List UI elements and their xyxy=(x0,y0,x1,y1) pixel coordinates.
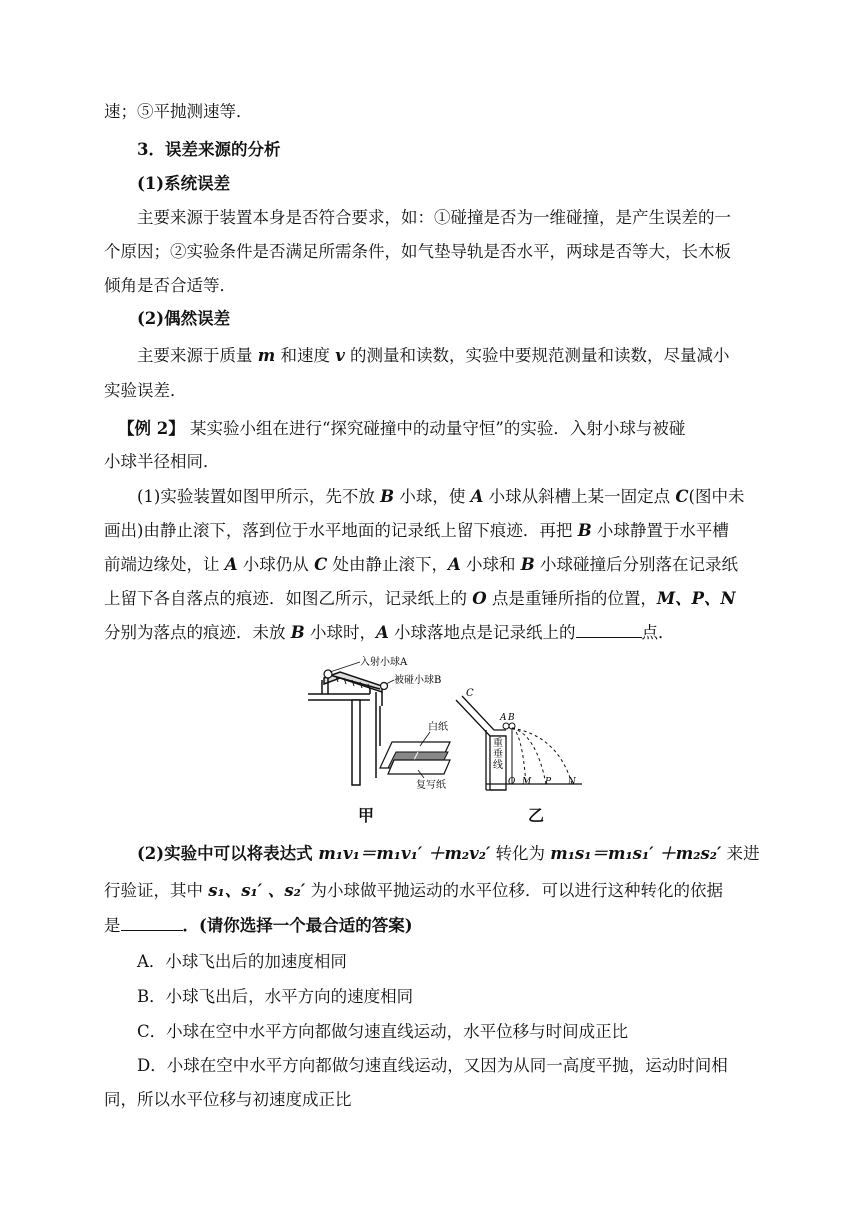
table-apparatus xyxy=(308,672,388,785)
subsection-heading: (1)系统误差 xyxy=(137,174,231,193)
experiment-figure xyxy=(300,656,790,826)
text-line: 实验误差． xyxy=(104,381,187,400)
label-target-ball: 被碰小球B xyxy=(394,675,442,686)
figure-caption-right: 乙 xyxy=(528,806,545,825)
label-white-paper: 白纸 xyxy=(428,722,448,733)
text-line: 主要来源于装置本身是否符合要求，如：①碰撞是否为一维碰撞，是产生误差的一 xyxy=(137,208,731,227)
text-line: 个原因；②实验条件是否满足所需条件，如气垫导轨是否水平，两球是否等大，长木板 xyxy=(104,242,731,261)
label-ball-b: B xyxy=(508,713,515,723)
question-1-line: 前端边缘处，让 A 小球仍从 C 处由静止滚下，A 小球和 B 小球碰撞后分别落在记录纸 xyxy=(104,555,738,574)
text-line: 倾角是否合适等． xyxy=(104,276,236,295)
question-2-line: 行验证，其中 s₁、s₁′ 、s₂′ 为小球做平抛运动的水平位移．可以进行这种转化的依据 xyxy=(104,881,723,900)
text-line: 小球半径相同． xyxy=(104,452,220,471)
answer-blank xyxy=(576,623,642,638)
leader-line xyxy=(330,662,360,672)
question-1-line: 分别为落点的痕迹．未放 B 小球时，A 小球落地点是记录纸上的 点． xyxy=(104,623,675,642)
trajectory-curves xyxy=(512,728,572,784)
option-a: A．小球飞出后的加速度相同 xyxy=(137,952,347,971)
text-line: 主要来源于质量 m 和速度 v 的测量和读数，实验中要规范测量和读数，尽量减小 xyxy=(137,346,730,365)
example-intro: 【例 2】 某实验小组在进行“探究碰撞中的动量守恒”的实验．入射小球与被碰 xyxy=(118,419,686,438)
apparatus-diagram xyxy=(300,656,790,796)
question-1-line: 上留下各自落点的痕迹．如图乙所示，记录纸上的 O 点是重锤所指的位置，M、P、N xyxy=(104,589,736,608)
section-heading: 3．误差来源的分析 xyxy=(137,140,281,159)
leader-line xyxy=(386,680,394,684)
option-c: C．小球在空中水平方向都做匀速直线运动，水平位移与时间成正比 xyxy=(137,1022,629,1041)
subsection-heading: (2)偶然误差 xyxy=(137,309,231,328)
ball-a-icon xyxy=(503,723,509,729)
option-d-cont: 同，所以水平位移与初速度成正比 xyxy=(104,1090,352,1109)
text-line: 速；⑤平抛测速等． xyxy=(104,102,253,121)
label-point-c: C xyxy=(466,688,474,699)
label-ball-a: A xyxy=(500,713,507,723)
option-b: B．小球飞出后，水平方向的速度相同 xyxy=(137,987,414,1006)
figure-caption-left: 甲 xyxy=(358,806,375,825)
example-tag: 【例 2】 xyxy=(118,419,185,438)
question-2-line: 是 ．(请你选择一个最合适的答案) xyxy=(104,916,413,935)
question-1-line: (1)实验装置如图甲所示，先不放 B 小球，使 A 小球从斜槽上某一固定点 C(图中未 xyxy=(137,487,745,506)
label-n: N xyxy=(568,777,576,787)
label-incident-ball: 入射小球A xyxy=(360,657,408,668)
label-carbon-paper: 复写纸 xyxy=(416,780,446,791)
label-p: P xyxy=(545,777,552,787)
label-m: M xyxy=(522,777,532,787)
question-2-line: (2)实验中可以将表达式 m₁v₁＝m₁v₁′ ＋m₂v₂′ 转化为 m₁s₁＝m₁s₁′ ＋m₂s₂′ 来进 xyxy=(137,844,760,863)
answer-blank xyxy=(121,916,183,931)
label-plumb-line: 重垂线 xyxy=(493,738,503,771)
incident-ball-icon xyxy=(324,670,332,678)
option-d: D．小球在空中水平方向都做匀速直线运动，又因为从同一高度平抛，运动时间相 xyxy=(137,1056,728,1075)
label-o: O xyxy=(508,777,516,787)
question-1-line: 画出)由静止滚下，落到位于水平地面的记录纸上留下痕迹．再把 B 小球静置于水平槽 xyxy=(104,521,729,540)
